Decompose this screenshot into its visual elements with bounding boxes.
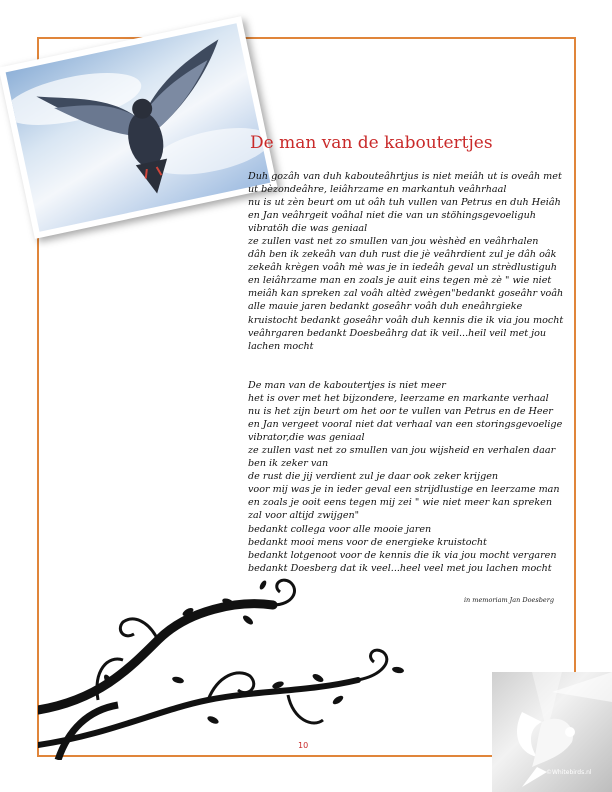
poem-line: het is over met het bijzondere, leerzame en markante verhaal [248,393,549,405]
watermark: ©Whitebirds.nl [546,769,592,776]
page-number: 10 [298,741,309,750]
poem-line: de rust die jij verdient zul je daar ook zeker krijgen [248,471,499,483]
poem-line: nu is het zijn beurt om het oor te vullen van Petrus en de Heer [248,406,553,418]
poem-line: veâhrgaren bedankt Doesbeâhrg dat ik veil...heil veil met jou [248,327,547,339]
poem-line: ben ik zeker van [248,458,329,470]
poem-line: nu is ut zèn beurt om ut oâh tuh vullen van Petrus en duh Heiâh [248,197,561,209]
poem-line: bedankt lotgenoot voor de kennis die ik via jou mocht vergaren [248,549,557,561]
poem-line: kruistocht bedankt goseâhr voâh duh kennis die ik via jou mocht [248,314,564,326]
poem-line: bedankt collega voor alle mooie jaren [248,523,432,535]
poem-line: en zoals je ooit eens tegen mij zei " wie niet meer kan spreken [248,497,552,509]
swirl-vine-ornament [38,560,438,760]
poem-line: en Jan veâhrgeit voâhal niet die van un stöhingsgevoeliguh [248,210,536,222]
poem-line: zal voor altijd zwijgen" [248,510,360,522]
poem-dutch [248,379,562,575]
poem-line: bedankt mooi mens voor de energieke kruistocht [248,536,487,548]
poem-line: meiâh kan spreken zal voâh altèd zwègen"bedankt goseâhr voâh [248,288,564,300]
poem-line: Duh gozâh van duh kabouteâhrtjus is niet meiâh ut is oveâh met [248,171,562,182]
poem-dialect [248,170,563,353]
poem-line: vibrator,die was geniaal [248,432,365,444]
poem-line: dâh ben ik zekeâh van duh rust die jè veâhrdient zul je dâh oâk [248,249,557,261]
poem-line: bedankt Doesberg dat ik veel...heel veel met jou lachen mocht [248,562,552,574]
poem-line: ze zullen vast net zo smullen van jou wijsheid en verhalen daar [248,445,556,457]
poem-line: voor mij was je in ieder geval een strijdlustige en leerzame man [248,484,560,496]
poem-line: vibratöh die was geniaal [248,223,368,235]
poem-title: De man van de kaboutertjes [250,133,493,153]
poem-line: De man van de kaboutertjes is niet meer [248,380,446,391]
poem-line: en Jan vergeet vooral niet dat verhaal van een storingsgevoelige [248,419,563,431]
poem-line: zekeâh krègen voâh mè was je in iedeâh geval un strèdlustiguh [248,262,557,274]
memoriam-caption: in memoriam Jan Doesberg [463,596,554,604]
poem-line: alle mauie jaren bedankt goseâhr voâh duh eneâhrgieke [248,301,523,313]
poem-line: ze zullen vast net zo smullen van jou wèshèd en veâhrhalen [248,236,539,248]
poem-line: ut bèzondeâhre, leiâhrzame en markantuh veâhrhaal [248,184,507,196]
poem-line: en leiâhrzame man en zoals je auit eins tegen mè zè " wie niet [248,275,552,287]
poem-line: lachen mocht [248,340,314,352]
